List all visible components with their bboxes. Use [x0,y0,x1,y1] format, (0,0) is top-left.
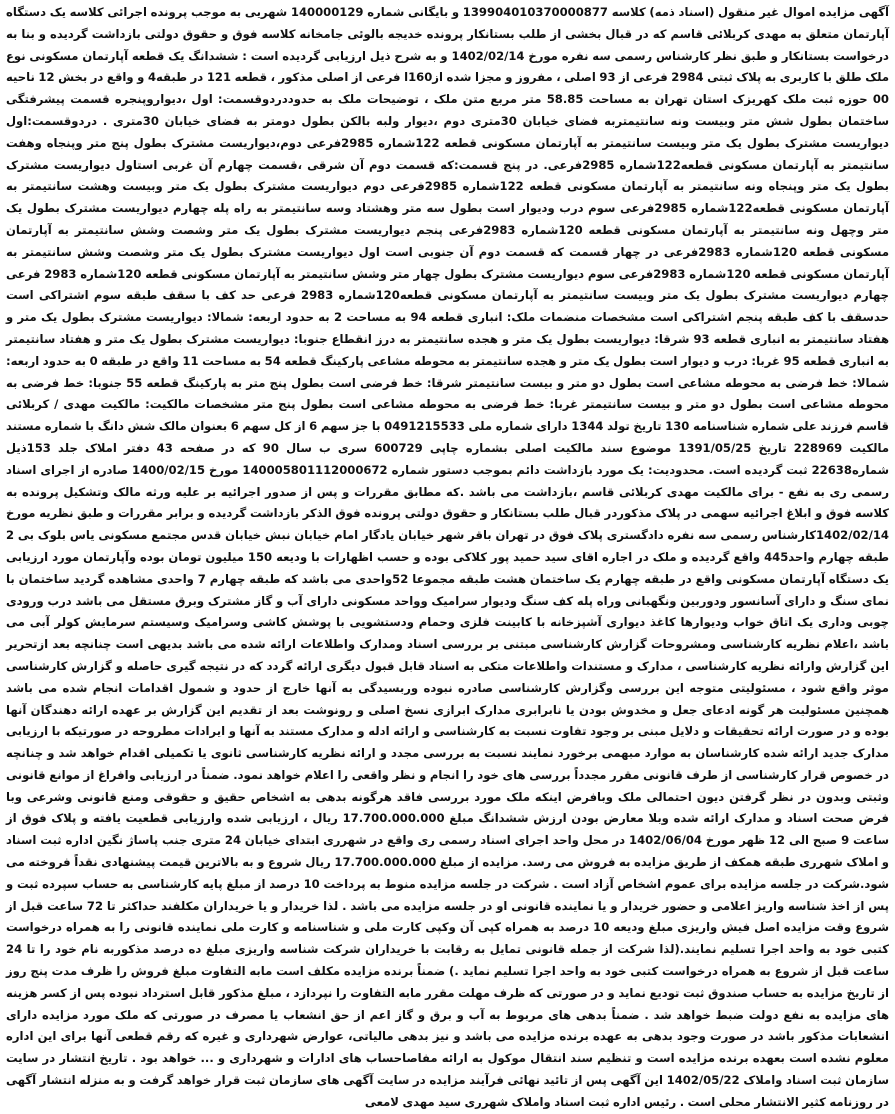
auction-notice-text: آگهی مزایده اموال غیر منقول (اسناد ذمه) کلاسه 139904010370000877 و بایگانی شماره 140000129 شهریی به موجب پرونده اجرائی کلاسه یک دستگاه آپارتمان متعلق به مهدی کربلائی قاسم که در قبال بخشی از طلب بستانکار پرونده خدیجه بالوئی جامخانه کلاسه فوق و حقوق دولتی بازداشت گردیده و بنا به درخواست بستانکار و طبق نظر کارشناس رسمی سه نفره مورخ 1402/02/14 و به شرح ذیل ارزیابی گردیده است : ششدانگ یک قطعه آپارتمان مسکونی نوع ملک طلق با کاربری به پلاک ثبتی 2984 فرعی از 93 اصلی ، مفروز و مجزا شده ازl160 فرعی از اصلی مذکور ، قطعه 121 در طبقه4 و واقع در بخش 12 ناحیه 00 حوزه ثبت ملک کهریزک استان تهران به مساحت 58.85 متر مربع متن ملک ، توضیحات ملک به حدوددردوقسمت: اول ،دیواروپنجره قسمت پیشرفتگی ساختمان بطول شش متر وبیست ونه سانتیمتربه فضای خیابان 30متری دوم ،دیوار ولبه بالکن بطول دومتر به فضای خیابان 30متری . دردوقسمت:اول دیواریست مشترک بطول یک متر وبیست سانتیمتر به آپارتمان مسکونی قطعه 122شماره 2985فرعی دوم،دیواریست مشترک بطول پنج متر وپنجاه وهفت سانتیمتر به آپارتمان مسکونی قطعه122شماره 2985فرعی. در پنج قسمت:که قسمت دوم آن شرقی ،قسمت چهارم آن غربی استاول دیواریست مشترک بطول یک متر وپنجاه ونه سانتیمتر به آپارتمان مسکونی قطعه 122شماره 2985فرعی دوم دیواریست مشترک بطول یک متر وبیست وهشت سانتیمتر به آپارتمان مسکونی قطعه122شماره 2985فرعی سوم درب ودیوار است بطول سه متر وهشتاد وسه سانتیمتر به راه پله چهارم دیواریست مشترک بطول یک متر وچهل ونه سانتیمتر به آپارتمان مسکونی قطعه 120شماره 2983فرعی پنجم دیواریست مشترک بطول یک متر وشصت وشش سانتیمتر به آپارتمان مسکونی قطعه 120شماره 2983فرعی در چهار قسمت که قسمت دوم آن جنوبی است اول دیواریست مشترک بطول یک متر وشصت وشش سانتیمتر به آپارتمان مسکونی قطعه 120شماره 2983فرعی سوم دیواریست مشترک بطول چهار متر وشش سانتیمتر به آپارتمان مسکونی قطعه 120شماره 2983 فرعی چهارم دیواریست مشترک بطول یک متر وبیست سانتیمتر به آپارتمان مسکونی قطعه120شماره 2983 فرعی حد کف با سقف طبقه سوم اشتراکی است حدسقف با کف طبقه پنجم اشتراکی است مشخصات منضمات ملک: انباری قطعه 94 به مساحت 2 به حدود اربعه: شمالا: دیواریست مشترک بطول یک متر و هفتاد سانتیمتر به انباری قطعه 93 شرقا: دیواریست بطول یک متر و هجده سانتیمتر به درز انقطاع جنوبا: دیواریست مشترک بطول یک متر و هفتاد سانتیمتر به انباری قطعه 95 غربا: درب و دیوار است بطول یک متر و هجده سانتیمتر به محوطه مشاعی پارکینگ قطعه 54 به مساحت 11 واقع در طبقه 0 به حدود اربعه: شمالا: خط فرضی به محوطه مشاعی است بطول دو متر و بیست سانتیمتر شرقا: خط فرضی است بطول پنج متر به پارکینگ قطعه 55 جنوبا: خط فرضی به محوطه مشاعی است بطول دو متر و بیست سانتیمتر غربا: خط فرضی به محوطه مشاعی است بطول پنج متر مشخصات مالکیت: مالکیت مهدی / کربلائی قاسم فرزند علی شماره شناسنامه 130 تاریخ تولد 1344 دارای شماره ملی 0491215533 با جز سهم 6 از کل سهم 6 بعنوان مالک شش دانگ با شماره مستند مالکیت 228969 تاریخ 1391/05/25 موضوع سند مالکیت اصلی بشماره چاپی 600729 سری ب سال 90 که در صفحه 43 دفتر املاک جلد 153ذیل شماره22638 ثبت گردیده است. محدودیت: یک مورد بازداشت دائم بموجب دستور شماره 140005801112000672 مورخ 1400/02/15 صادره از اجرای اسناد رسمی ری به نفع - برای مالکیت مهدی کربلائی قاسم ،بازداشت می باشد .که مطابق مقررات و پس از صدور اجرائیه بر علیه ورثه مالک وتشکیل پرونده به کلاسه فوق و ابلاغ اجرائیه سهمی در پلاک مذکوردر قبال طلب بستانکار و حقوق دولتی پرونده فوق الذکر بازداشت گردیده و برابر مقررات و طبق نظریه مورخ 1402/02/14کارشناس رسمی سه نفره دادگستری پلاک فوق در تهران باقر شهر خیابان یادگار امام خیابان نبش خیابان قدس مجتمع مسکونی یاس بلوک بی 2 طبقه چهارم واحد445 واقع گردیده و ملک در اجاره اقای سید حمید پور کلاکی بوده و حسب اظهارات با ودیعه 150 میلیون تومان بوده وآپارتمان مورد ارزیابی یک دستگاه آپارتمان مسکونی واقع در طبقه چهارم یک ساختمان هشت طبقه مجموعا 52واحدی می باشد که طبقه چهارم 7 واحدی مشاهده گردید ساختمان با نمای سنگ و دارای آسانسور ودوربین ونگهبانی وراه پله کف سنگ ودیوار سرامیک وواحد مسکونی دارای آب و گاز مشترک وبرق مستقل می باشد درب ورودی چوبی وداری یک اتاق خواب ودیوارها کاغذ دیواری آشپزخانه با کابینت فلزی وحمام ودستشویی با پوشش کاشی وسرامیک وسیستم سرمایش کولر آبی می باشد ،اعلام نظریه کارشناسی ومشروحات گزارش کارشناسی مبتنی بر بررسی اسناد ومدارک واطلاعات ارائه شده می باشد بدیهی است چنانچه بعد ازتحریر این گزارش وارائه نظریه کارشناسی ، مدارک و مستندات واطلاعات متکی به اسناد قابل قبول دیگری ارائه گردد که در نتیجه گیری حاصله و گزارش کارشناسی موثر واقع شود ، مسئولیتی متوجه این بررسی وگزارش کارشناسی صادره نبوده وربسیدگی به آنها خارج از حدود و شمول اقدامات انجام شده می باشد همچنین مسئولیت هر گونه ادعای جعل و مخدوش بودن یا نابرابری مدارک ابرازی نسخ اصلی و رونوشت بعد از تقدیم این گزارش بر عهده ارائه دهندگان آنها بوده و در صورت ارائه تحقیقات و دلایل مبنی بر وجود تفاوت نسبت به کارشناسی و ارائه ادله و مدارک مستند به آنها و ایرادات مطروحه در صورتیکه با ارزیابی مدارک جدید ارائه شده کارشناسان به موارد مبهمی برخورد نمایند نسبت به بررسی مجدد و ارائه نظریه کارشناسی ثانوی یا تکمیلی اقدام خواهد شد و چنانچه در خصوص قرار کارشناسی از طرف قانونی مقرر مجدداً بررسی های خود را انجام و نظر واقعی را اعلام خواهد نمود. ضمناً در ارزیابی وافراغ از موانع قانونی وثبتی وبدون در نظر گرفتن دیون احتمالی ملک وبافرض اینکه ملک مورد بررسی فاقد هرگونه بدهی به اشخاص حقیق و حقوقی ومنع قانونی وشرعی وبا فرض صحت اسناد و مدارک ارائه شده وبلا معارض بودن ارزش ششدانگ مبلغ 17.700.000.000 ریال ، ارزیابی شده وارزیابی قطعیت یافته و پلاک فوق از ساعت 9 صبح الی 12 ظهر مورخ 1402/06/04 در محل واحد اجرای اسناد رسمی ری واقع در شهرری ابتدای خیابان 24 متری جنب پاساژ نگین اداره ثبت اسناد و املاک شهرری طبقه همکف از طریق مزایده به فروش می رسد. مزایده از مبلغ 17.700.000.000 ریال شروع و به بالاترین قیمت پیشنهادی نقداً فروخته می شود.شرکت در جلسه مزایده برای عموم اشخاص آزاد است . شرکت در جلسه مزایده منوط به پرداخت 10 درصد از مبلغ پایه کارشناسی به حساب سپرده ثبت و پس از اخذ شناسه واریز اعلامی و حضور خریدار و یا نماینده قانونی او در جلسه مزایده می باشد . لذا خریدار و یا خریداران مکلفند حداکثر تا 72 ساعت قبل از شروع وقت مزایده اصل فیش واریزی مبلغ ودیعه 10 درصد به همراه کپی آن وکپی کارت ملی و شناسنامه و کارت ملی نماینده قانونی را به همراه درخواست کتبی خود به واحد اجرا تسلیم نمایند.(لذا شرکت از جمله قانونی تمایل به رقابت با خریداران شرکت شناسه واریزی مبلغ ده درصد مذکوربه نام خود را تا 24 ساعت قبل از شروع به همراه درخواست کتبی خود به واحد اجرا تسلیم نماید .) ضمناً برنده مزایده مکلف است مابه التفاوت مبلغ فروش را ظرف مدت پنج روز از تاریخ مزایده به حساب صندوق ثبت تودیع نماید و در صورتی که ظرف مهلت مقرر مابه التفاوت را نپردازد ، مبلغ مذکور قابل استرداد نبوده پس از کسر هزینه های مزایده به نفع دولت ضبط خواهد شد . ضمناً بدهی های مربوط به آب و برق و گاز اعم از حق انشعاب یا مصرف در صورتی که ملک مورد مزایده دارای انشعابات مذکور باشد در صورت وجود بدهی به عهده برنده مزایده می باشد و نیز بدهی مالیاتی، عوارض شهرداری و غیره که رقم قطعی آنها برای این اداره معلوم نشده است بعهده برنده مزایده است و تنظیم سند انتقال موکول به ارائه مفاصاحساب های ادارات و شهرداری و ... خواهد بود . تاریخ انتشار در سایت سازمان ثبت اسناد واملاک 1402/05/22 این آگهی پس از تائید نهائی فرآیند مزایده در سایت آگهی های سازمان ثبت قرار خواهد گرفت و به منزله انتشار آگهی در روزنامه کثیر الانتشار محلی است . رئیس اداره ثبت اسناد واملاک شهرری سید مهدی لامعی [6,5,890,1109]
